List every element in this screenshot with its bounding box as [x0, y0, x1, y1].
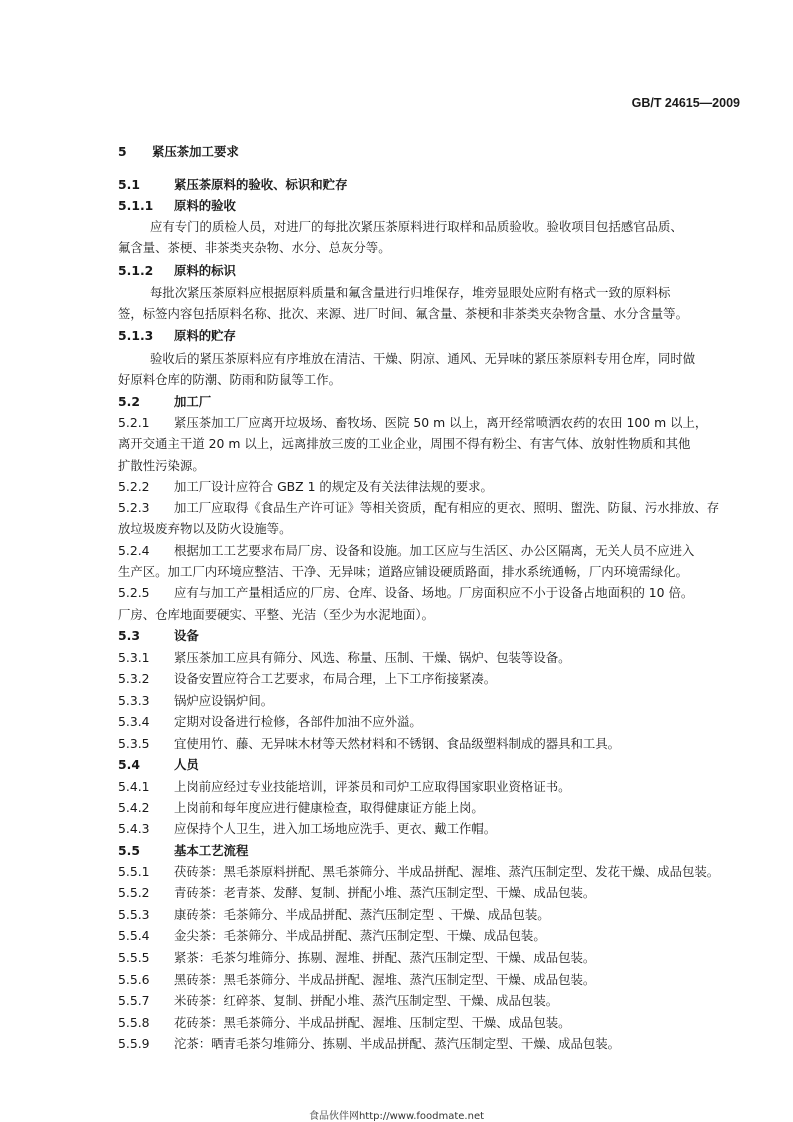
clause-number: 5.5.6	[118, 972, 150, 987]
clause-number: 5.4.3	[118, 821, 150, 836]
clause-text: 紧压茶加工要求	[152, 144, 239, 159]
text-line	[118, 583, 693, 603]
clause-text: 加工厂设计应符合 GBZ 1 的规定及有关法律法规的要求。	[174, 479, 493, 494]
clause-text: 应有与加工产量相适应的厂房、仓库、设备、场地。厂房面积应不小于设备占地面积的 10 倍。	[174, 585, 694, 600]
text-line	[118, 712, 422, 732]
clause-text: 紧压茶原料的验收、标识和贮存	[174, 177, 348, 192]
section-heading	[118, 841, 248, 861]
section-heading	[118, 392, 211, 412]
text-line	[118, 883, 595, 903]
clause-text: 紧压茶加工厂应离开垃圾场、畜牧场、医院 50 m 以上，离开经常喷洒农药的农田 100 m 以上，	[174, 415, 708, 430]
clause-text: 设备安置应符合工艺要求，布局合理，上下工序衔接紧凑。	[174, 671, 497, 686]
footer-watermark: 食品伙伴网http://www.foodmate.net	[308, 1111, 485, 1122]
text-line	[118, 519, 291, 539]
section-heading	[118, 626, 199, 646]
text-line	[118, 970, 595, 990]
text-line	[118, 862, 719, 882]
text-line	[118, 734, 620, 754]
text-line	[118, 777, 571, 797]
clause-text: 青砖茶：老青茶、发酵、复制、拼配小堆、蒸汽压制定型、干燥、成品包装。	[174, 885, 596, 900]
clause-text: 紧茶：毛茶匀堆筛分、拣剔、渥堆、拼配、蒸汽压制定型、干燥、成品包装。	[174, 950, 596, 965]
text-line	[118, 798, 484, 818]
section-heading	[118, 175, 347, 195]
clause-number: 5.3.3	[118, 693, 150, 708]
clause-number: 5.3.2	[118, 671, 150, 686]
clause-number: 5.2.5	[118, 585, 150, 600]
clause-number: 5.5.4	[118, 928, 150, 943]
clause-number: 5.4.1	[118, 779, 150, 794]
clause-number: 5.1.3	[118, 328, 154, 343]
clause-number: 5.3.1	[118, 650, 150, 665]
clause-text: 签，标签内容包括原料名称、批次、来源、进厂时间、氟含量、茶梗和非茶类夹杂物含量、水分含量等。	[118, 306, 688, 321]
clause-text: 上岗前和每年度应进行健康检查，取得健康证方能上岗。	[174, 800, 484, 815]
clause-number: 5.5.3	[118, 907, 150, 922]
clause-text: 验收后的紧压茶原料应有序堆放在清洁、干燥、阴凉、通风、无异味的紧压茶原料专用仓库，同时做	[150, 351, 696, 366]
clause-number: 5.5.9	[118, 1036, 150, 1051]
clause-number: 5.5.1	[118, 864, 150, 879]
clause-number: 5.3	[118, 628, 140, 643]
section-heading	[118, 142, 239, 162]
text-line	[118, 413, 707, 433]
clause-text: 康砖茶：毛茶筛分、半成品拼配、蒸汽压制定型 、干燥、成品包装。	[174, 907, 550, 922]
text-line	[118, 669, 496, 689]
clause-number: 5.1	[118, 177, 140, 192]
text-line	[118, 648, 571, 668]
clause-text: 原料的验收	[174, 198, 236, 213]
section-heading	[118, 196, 236, 216]
clause-text: 人员	[174, 757, 199, 772]
clause-number: 5.5.7	[118, 993, 150, 1008]
clause-number: 5.2.2	[118, 479, 150, 494]
document-number: GB/T 24615—2009	[631, 96, 740, 110]
text-line	[118, 905, 550, 925]
text-line	[118, 1034, 620, 1054]
text-line	[150, 349, 695, 369]
clause-text: 应有专门的质检人员，对进厂的每批次紧压茶原料进行取样和品质验收。验收项目包括感官品质、	[150, 219, 683, 234]
clause-text: 放垃圾废弃物以及防火设施等。	[118, 521, 292, 536]
clause-number: 5.5.2	[118, 885, 150, 900]
section-heading	[118, 261, 236, 281]
clause-text: 加工厂	[174, 394, 212, 409]
text-line	[118, 477, 493, 497]
clause-text: 厂房、仓库地面要硬实、平整、光洁（至少为水泥地面）。	[118, 607, 434, 622]
clause-text: 紧压茶加工应具有筛分、风选、称量、压制、干燥、锅炉、包装等设备。	[174, 650, 571, 665]
clause-text: 每批次紧压茶原料应根据原料质量和氟含量进行归堆保存，堆旁显眼处应附有格式一致的原料标	[150, 285, 671, 300]
clause-text: 宜使用竹、藤、无异味木材等天然材料和不锈钢、食品级塑料制成的器具和工具。	[174, 736, 621, 751]
clause-text: 定期对设备进行检修，各部件加油不应外溢。	[174, 714, 422, 729]
section-heading	[118, 755, 199, 775]
clause-text: 锅炉应设锅炉间。	[174, 693, 274, 708]
clause-number: 5.2.4	[118, 543, 150, 558]
text-line	[118, 304, 688, 324]
clause-text: 原料的标识	[174, 263, 236, 278]
text-line	[118, 605, 434, 625]
clause-number: 5	[118, 144, 127, 159]
clause-text: 根据加工工艺要求布局厂房、设备和设施。加工区应与生活区、办公区隔离，无关人员不应进入	[174, 543, 695, 558]
clause-number: 5.4	[118, 757, 140, 772]
text-line	[118, 926, 546, 946]
clause-number: 5.5.5	[118, 950, 150, 965]
text-line	[118, 456, 205, 476]
clause-number: 5.1.1	[118, 198, 154, 213]
text-line	[118, 948, 595, 968]
text-line	[118, 541, 694, 561]
clause-text: 花砖茶：黑毛茶筛分、半成品拼配、渥堆、压制定型、干燥、成品包装。	[174, 1015, 571, 1030]
clause-text: 应保持个人卫生，进入加工场地应洗手、更衣、戴工作帽。	[174, 821, 497, 836]
text-line	[118, 238, 391, 258]
clause-text: 离开交通主干道 20 m 以上，远离排放三废的工业企业，周围不得有粉尘、有害气体、放射性物质和其他	[118, 436, 691, 451]
clause-number: 5.2.3	[118, 500, 150, 515]
text-line	[118, 562, 688, 582]
text-line	[118, 370, 341, 390]
clause-number: 5.5	[118, 843, 140, 858]
text-line	[118, 691, 273, 711]
section-heading	[118, 326, 236, 346]
clause-text: 米砖茶：红碎茶、复制、拼配小堆、蒸汽压制定型、干燥、成品包装。	[174, 993, 559, 1008]
clause-number: 5.3.5	[118, 736, 150, 751]
clause-text: 原料的贮存	[174, 328, 236, 343]
clause-text: 上岗前应经过专业技能培训，评茶员和司炉工应取得国家职业资格证书。	[174, 779, 571, 794]
clause-number: 5.3.4	[118, 714, 150, 729]
clause-number: 5.2.1	[118, 415, 150, 430]
text-line	[150, 283, 670, 303]
clause-number: 5.4.2	[118, 800, 150, 815]
clause-text: 金尖茶：毛茶筛分、半成品拼配、蒸汽压制定型、干燥、成品包装。	[174, 928, 546, 943]
clause-text: 黑砖茶：黑毛茶筛分、半成品拼配、渥堆、蒸汽压制定型、干燥、成品包装。	[174, 972, 596, 987]
clause-number: 5.2	[118, 394, 140, 409]
text-line	[118, 991, 558, 1011]
clause-number: 5.5.8	[118, 1015, 150, 1030]
clause-text: 沱茶：晒青毛茶匀堆筛分、拣剔、半成品拼配、蒸汽压制定型、干燥、成品包装。	[174, 1036, 621, 1051]
text-line	[118, 1013, 571, 1033]
clause-text: 加工厂应取得《食品生产许可证》等相关资质，配有相应的更衣、照明、盥洗、防鼠、污水排放、存	[174, 500, 720, 515]
clause-text: 设备	[174, 628, 199, 643]
text-line	[150, 217, 683, 237]
text-line	[118, 434, 690, 454]
text-line	[118, 819, 496, 839]
clause-text: 氟含量、茶梗、非茶类夹杂物、水分、总灰分等。	[118, 240, 391, 255]
clause-text: 生产区。加工厂内环境应整洁、干净、无异味；道路应铺设硬质路面，排水系统通畅，厂内环境需绿化。	[118, 564, 688, 579]
clause-number: 5.1.2	[118, 263, 154, 278]
clause-text: 好原料仓库的防潮、防雨和防鼠等工作。	[118, 372, 342, 387]
clause-text: 扩散性污染源。	[118, 458, 205, 473]
clause-text: 茯砖茶：黑毛茶原料拼配、黑毛茶筛分、半成品拼配、渥堆、蒸汽压制定型、发花干燥、成品包装。	[174, 864, 720, 879]
clause-text: 基本工艺流程	[174, 843, 249, 858]
text-line	[118, 498, 719, 518]
